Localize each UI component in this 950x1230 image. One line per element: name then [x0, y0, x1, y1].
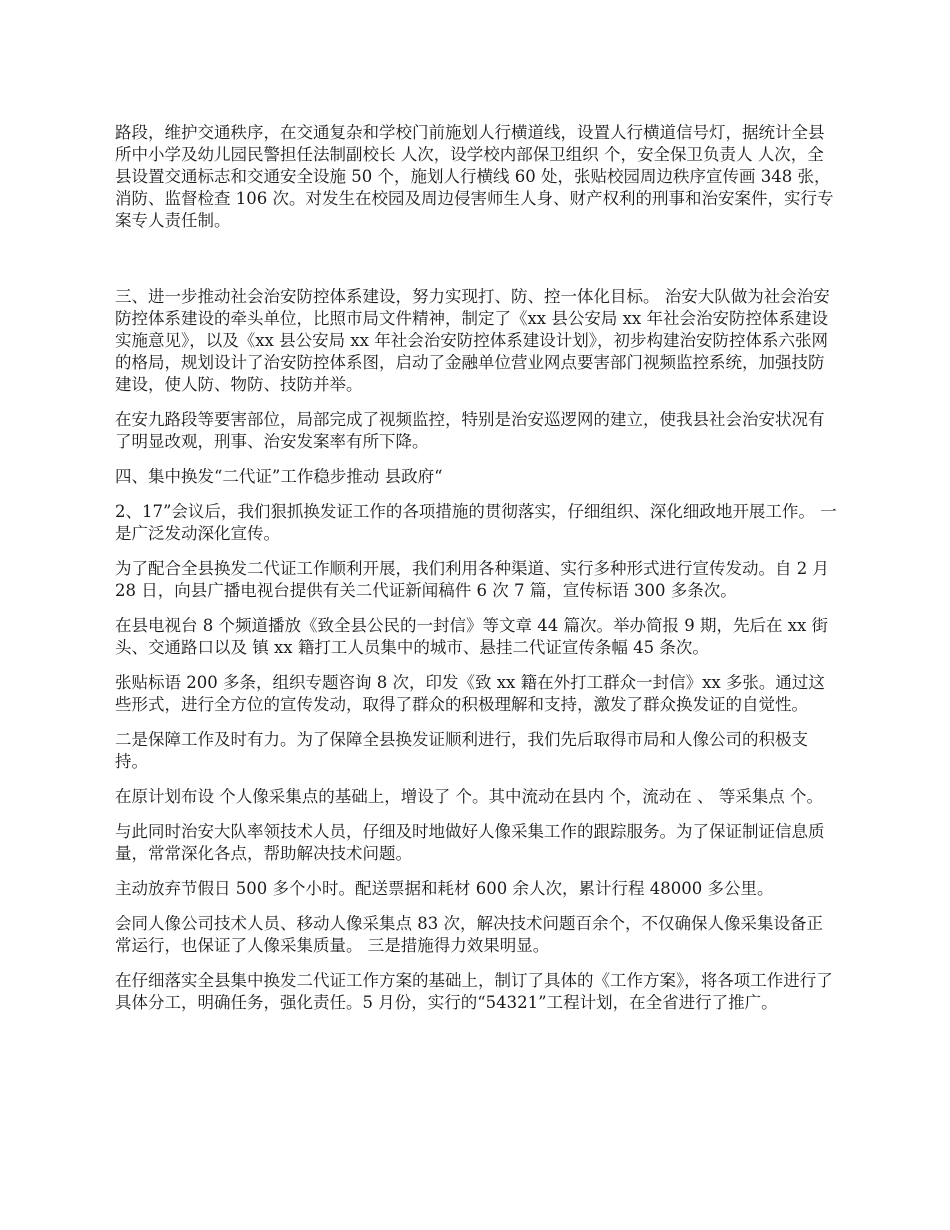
paragraph-1: 路段，维护交通秩序，在交通复杂和学校门前施划人行横道线，设置人行横道信号灯，据统计全县 所中小学及幼儿园民警担任法制副校长 人次，设学校内部保卫组织 个，安全保卫负责人 人次，全县设置交通标志和交通安全设施 50 个，施划人行横线 60 处，张贴校园周边秩序宣传画 348 张，消防、监督检查 106 次。对发生在校园及周边侵害师生人身、财产权利的刑事和治安案件，实行专案专人责任制。: [115, 123, 834, 230]
paragraph-6: 为了配合全县换发二代证工作顺利开展，我们利用各种渠道、实行多种形式进行宣传发动。自 2 月 28 日，向县广播电视台提供有关二代证新闻稿件 6 次 7 篇，宣传标语 300 多条次。: [115, 559, 829, 600]
document-body: [115, 122, 837, 1027]
paragraph-10: 在原计划布设 个人像采集点的基础上，增设了 个。其中流动在县内 个，流动在 、 等采集点 个。: [115, 787, 823, 806]
paragraph-14: 在仔细落实全县集中换发二代证工作方案的基础上，制订了具体的《工作方案》，将各项工作进行了具体分工，明确任务，强化责任。5 月份，实行的“54321”工程计划，在全省进行了推广。: [115, 971, 833, 1012]
paragraph-9: 二是保障工作及时有力。为了保障全县换发证顺利进行，我们先后取得市局和人像公司的积极支持。: [115, 730, 808, 771]
paragraph-7: 在县电视台 8 个频道播放《致全县公民的一封信》等文章 44 篇次。举办简报 9 期，先后在 xx 街头、交通路口以及 镇 xx 籍打工人员集中的城市、悬挂二代证宣传条幅 45 条次。: [115, 616, 829, 657]
paragraph-11: 与此同时治安大队率领技术人员，仔细及时地做好人像采集工作的跟踪服务。为了保证制证信息质量，常常深化各点，帮助解决技术问题。: [115, 822, 825, 863]
paragraph-8: 张贴标语 200 多条，组织专题咨询 8 次，印发《致 xx 籍在外打工群众一封信》xx 多张。通过这些形式，进行全方位的宣传发动，取得了群众的积极理解和支持，激发了群众换发证的自觉性。: [115, 673, 825, 714]
paragraph-2: 三、进一步推动社会治安防控体系建设，努力实现打、防、控一体化目标。 治安大队做为社会治安防控体系建设的牵头单位，比照市局文件精神，制定了《xx 县公安局 xx 年社会治安防控体系建设实施意见》，以及《xx 县公安局 xx 年社会治安防控体系建设计划》，初步构建治安防控体系六张网的格局，规划设计了治安防控体系图，启动了金融单位营业网点要害部门视频监控系统，加强技防建设，使人防、物防、技防并举。: [115, 287, 830, 394]
paragraph-13: 会同人像公司技术人员、移动人像采集点 83 次，解决技术问题百余个，不仅确保人像采集设备正常运行，也保证了人像采集质量。 三是措施得力效果明显。: [115, 914, 823, 955]
paragraph-4: 四、集中换发“二代证”工作稳步推动 县政府“: [115, 467, 443, 486]
paragraph-3: 在安九路段等要害部位，局部完成了视频监控，特别是治安巡逻网的建立，使我县社会治安状况有了明显改观，刑事、治安发案率有所下降。: [115, 410, 825, 451]
paragraph-12: 主动放弃节假日 500 多个小时。配送票据和耗材 600 余人次，累计行程 48000 多公里。: [115, 879, 774, 898]
paragraph-5: 2、17”会议后，我们狠抓换发证工作的各项措施的贯彻落实，仔细组织、深化细政地开展工作。 一是广泛发动深化宣传。: [115, 502, 837, 543]
